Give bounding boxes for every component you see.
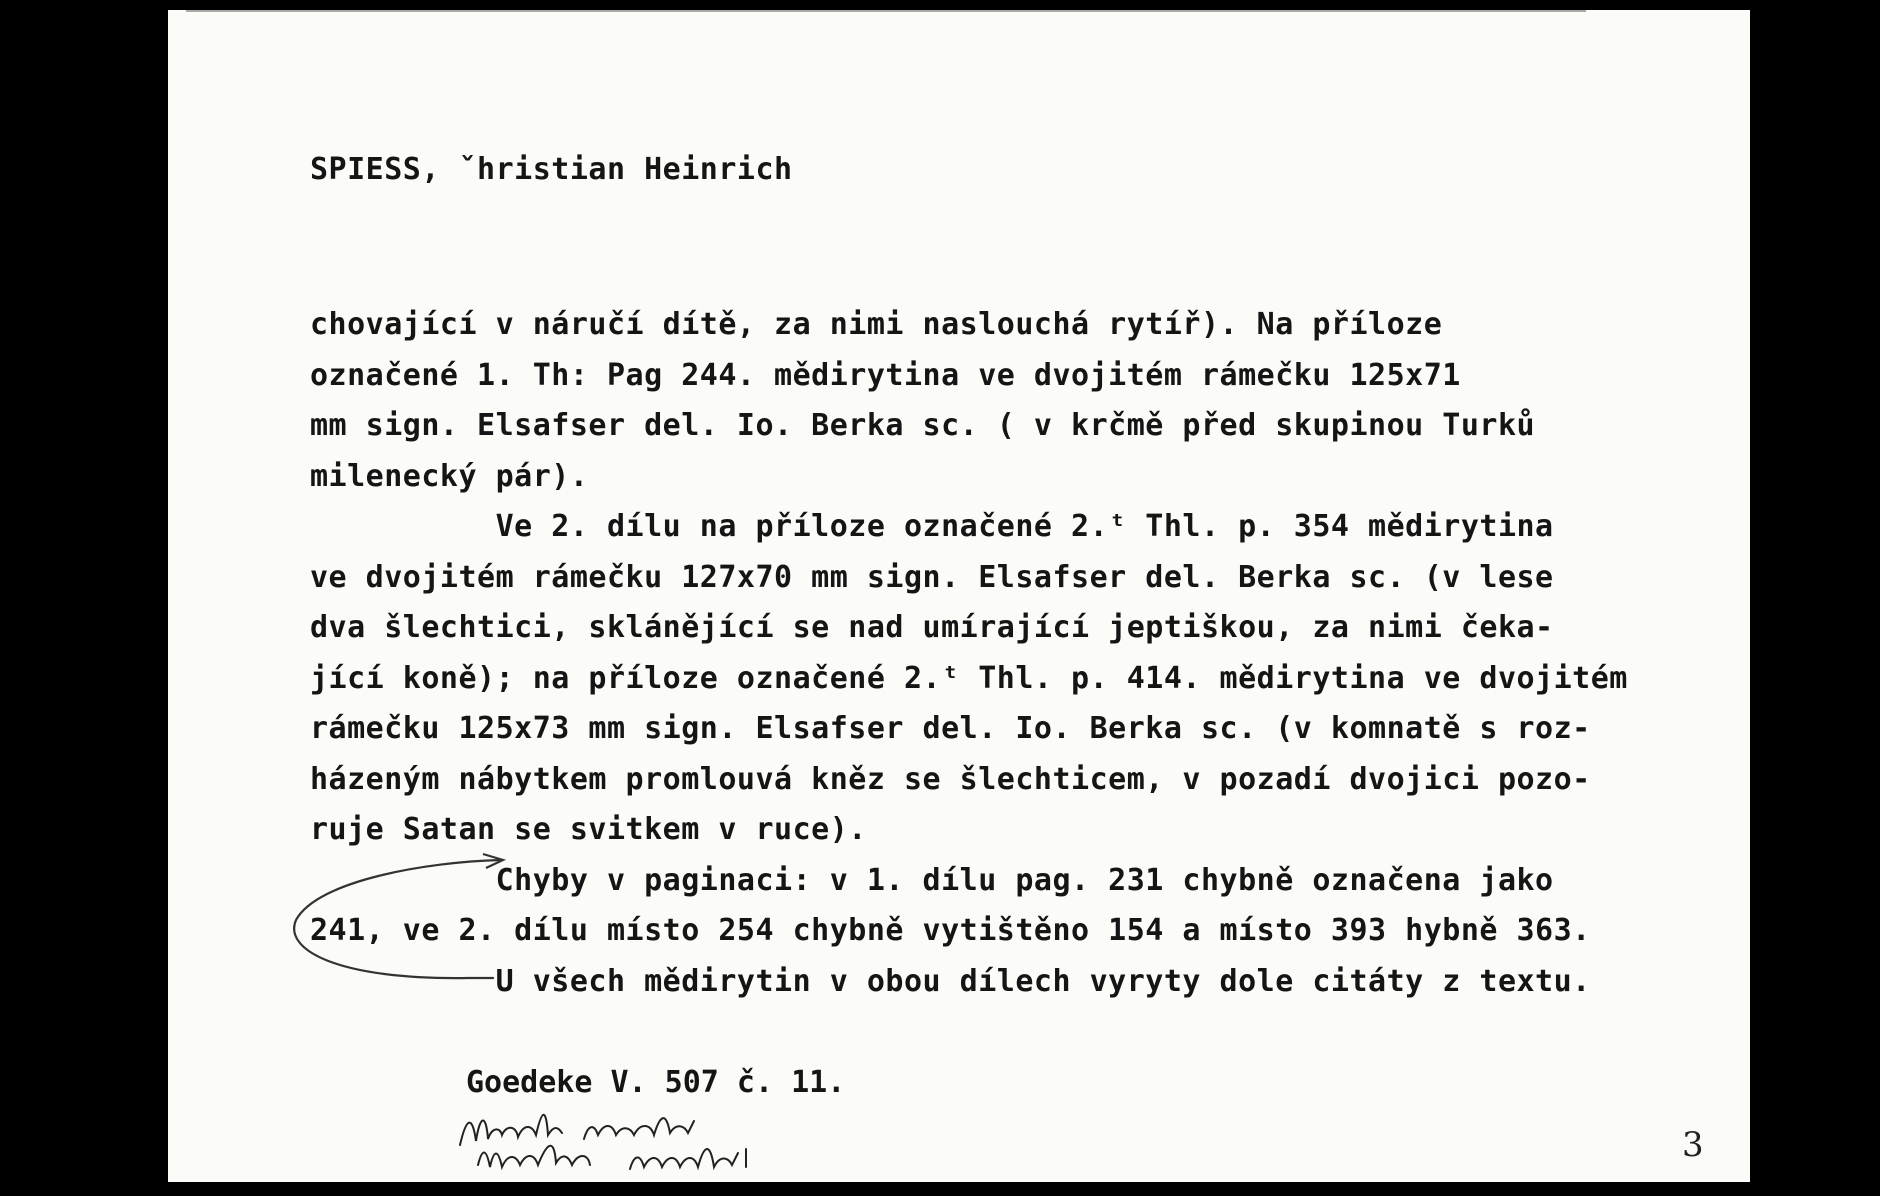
text-line: Ve 2. dílu na příloze označené 2.ᵗ Thl. p. 354 mědirytina: [310, 509, 1554, 544]
text-line: chovající v náručí dítě, za nimi naslouchá rytíř). Na příloze: [310, 307, 1443, 342]
text-line: mm sign. Elsafser del. Io. Berka sc. ( v krčmě před skupinou Turků: [310, 408, 1536, 443]
catalog-card: [168, 10, 1750, 1182]
text-line: 241, ve 2. dílu místo 254 chybně vytištěno 154 a místo 393 hybně 363.: [310, 913, 1591, 948]
text-line: ve dvojitém rámečku 127x70 mm sign. Elsafser del. Berka sc. (v lese: [310, 559, 1554, 595]
page-number: 3: [1682, 1125, 1704, 1165]
text-line: označené 1. Th: Pag 244. mědirytina ve dvojitém rámečku 125x71: [310, 357, 1461, 393]
card-edge-mark: [186, 10, 1586, 12]
text-line: dva šlechtici, sklánějící se nad umírající jeptiškou, za nimi čeka-: [310, 610, 1554, 645]
handwritten-note: [458, 1105, 958, 1180]
text-line: ruje Satan se svitkem v ruce).: [310, 812, 867, 847]
reference-line: Goedeke V. 507 č. 11.: [466, 1065, 846, 1100]
pencil-margin-mark: [278, 850, 658, 1000]
text-line: milenecký pár).: [310, 458, 589, 494]
text-line: U všech mědirytin v obou dílech vyryty dole citáty z textu.: [310, 963, 1591, 999]
text-line: jící koně); na příloze označené 2.ᵗ Thl. p. 414. mědirytina ve dvojitém: [310, 660, 1628, 696]
text-line: Chyby v paginaci: v 1. dílu pag. 231 chybně označena jako: [310, 862, 1554, 898]
card-heading: SPIESS, ˇhristian Heinrich: [310, 152, 793, 187]
text-line: házeným nábytkem promlouvá kněz se šlechticem, v pozadí dvojici pozo-: [310, 761, 1591, 797]
text-line: rámečku 125x73 mm sign. Elsafser del. Io. Berka sc. (v komnatě s roz-: [310, 711, 1591, 746]
